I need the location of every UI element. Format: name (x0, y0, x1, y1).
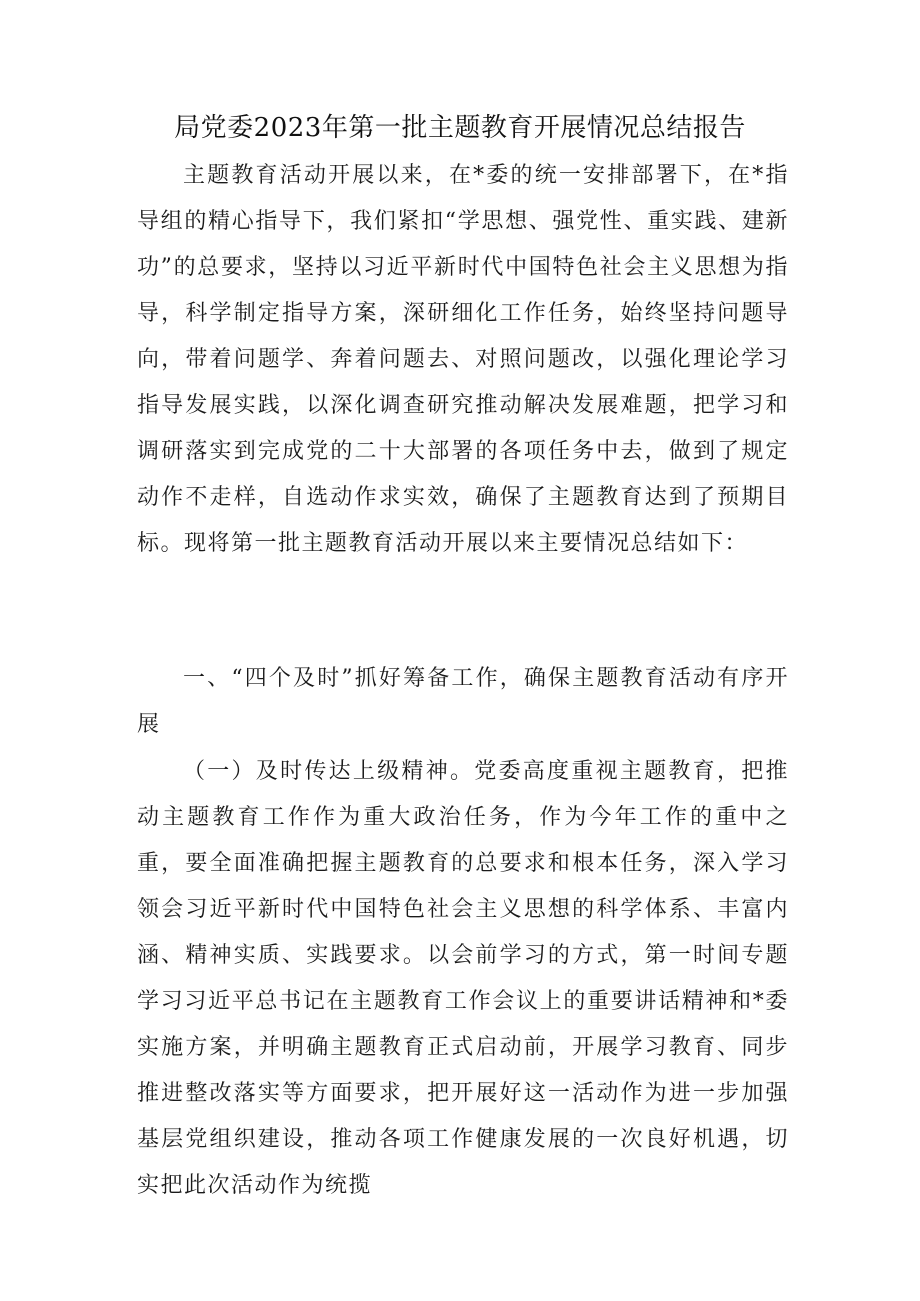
subsection-label: （一）及时传达上级精神。 (183, 759, 475, 784)
section-heading: 一、“四个及时”抓好筹备工作，确保主题教育活动有序开展 (137, 666, 789, 737)
subsection-paragraph (137, 749, 789, 1209)
intro-paragraph: 主题教育活动开展以来，在*委的统一安排部署下，在*指导组的精心指导下，我们紧扣“学思想、强党性、重实践、建新功”的总要求，坚持以习近平新时代中国特色社会主义思想为指导，科学制定指导方案，深研细化工作任务，始终坚持问题导向，带着问题学、奔着问题去、对照问题改，以强化理论学习指导发展实践，以深化调查研究推动解决发展难题，把学习和调研落实到完成党的二十大部署的各项任务中去，做到了规定动作不走样，自选动作求实效，确保了主题教育达到了预期目标。现将第一批主题教育活动开展以来主要情况总结如下： (137, 163, 789, 556)
document-title: 局党委2023年第一批主题教育开展情况总结报告 (174, 113, 746, 143)
subsection-text: 党委高度重视主题教育，把推动主题教育工作作为重大政治任务，作为今年工作的重中之重，要全面准确把握主题教育的总要求和根本任务，深入学习领会习近平新时代中国特色社会主义思想的科学体系、丰富内涵、精神实质、实践要求。以会前学习的方式，第一时间专题学习习近平总书记在主题教育工作会议上的重要讲话精神和*委实施方案，并明确主题教育正式启动前，开展学习教育、同步推进整改落实等方面要求，把开展好这一活动作为进一步加强基层党组织建设，推动各项工作健康发展的一次良好机遇，切实把此次活动作为统揽 (137, 759, 789, 1198)
